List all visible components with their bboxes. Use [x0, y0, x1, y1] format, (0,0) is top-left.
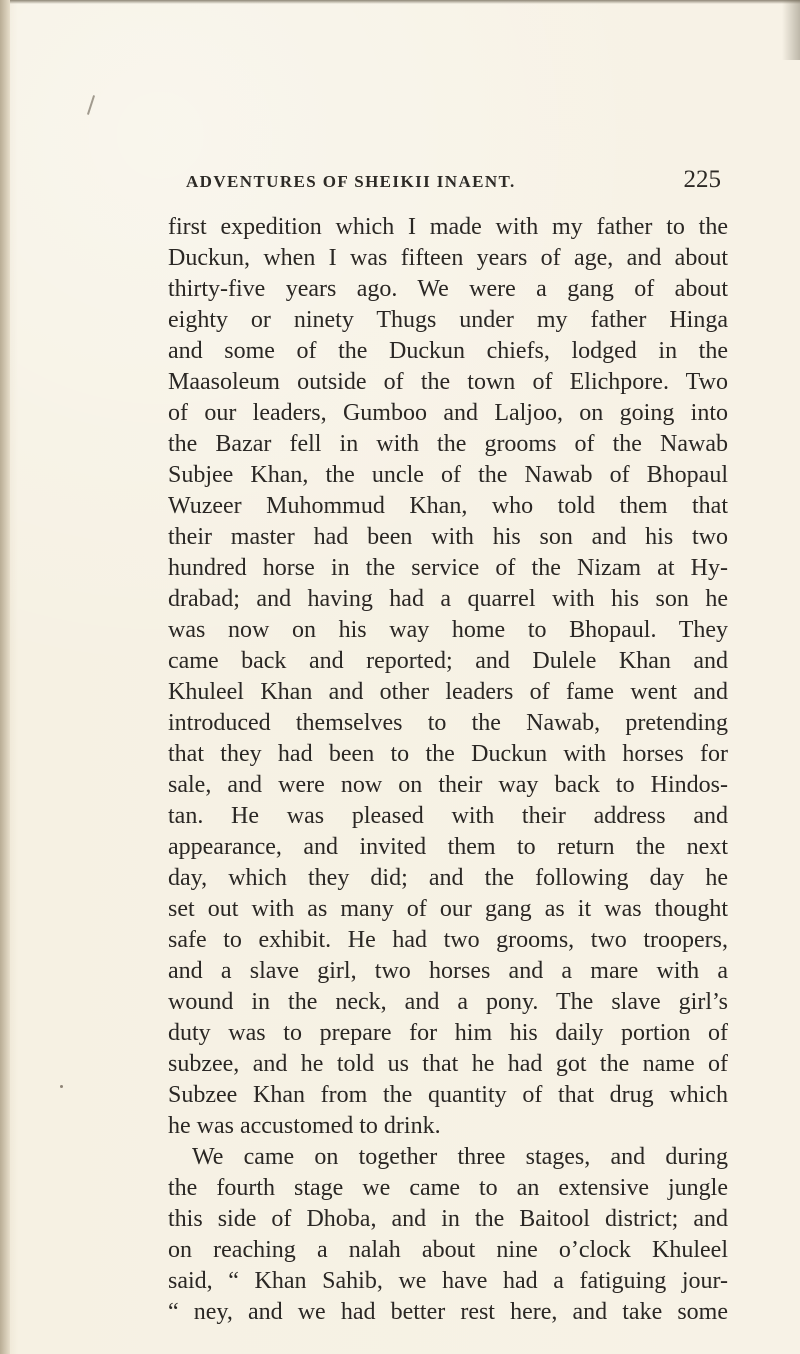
page-number: 225 [683, 166, 721, 193]
text-line: sale, and were now on their way back to Hindos- [168, 772, 728, 798]
page-header [186, 168, 721, 200]
text-line: that they had been to the Duckun with horses for [168, 741, 728, 767]
text-line: tan. He was pleased with their address and [168, 803, 728, 829]
text-line: introduced themselves to the Nawab, pretending [168, 710, 728, 736]
body-text [168, 212, 728, 1328]
running-head: ADVENTURES OF SHEIKII INAENT. [186, 172, 516, 191]
text-line: Wuzeer Muhommud Khan, who told them that [168, 493, 728, 519]
text-line: and a slave girl, two horses and a mare with a [168, 958, 728, 984]
page-binding-edge [0, 0, 10, 1354]
text-line: set out with as many of our gang as it was thought [168, 896, 728, 922]
text-line: said, “ Khan Sahib, we have had a fatiguing jour- [168, 1268, 728, 1294]
text-line: eighty or ninety Thugs under my father Hinga [168, 307, 728, 333]
text-line: he was accustomed to drink. [168, 1113, 441, 1139]
text-line: wound in the neck, and a pony. The slave girl’s [168, 989, 728, 1015]
text-line: subzee, and he told us that he had got the name of [168, 1051, 728, 1077]
text-line: was now on his way home to Bhopaul. They [168, 617, 728, 643]
text-line: Maasoleum outside of the town of Elichpore. Two [168, 369, 728, 395]
text-line: their master had been with his son and his two [168, 524, 728, 550]
text-line: day, which they did; and the following day he [168, 865, 728, 891]
text-line: We came on together three stages, and during [192, 1144, 728, 1170]
text-line: Duckun, when I was fifteen years of age, and about [168, 245, 728, 271]
text-line: thirty-five years ago. We were a gang of about [168, 276, 728, 302]
text-line: Subjee Khan, the uncle of the Nawab of Bhopaul [168, 462, 728, 488]
text-line: Subzee Khan from the quantity of that drug which [168, 1082, 728, 1108]
text-line: came back and reported; and Dulele Khan and [168, 648, 728, 674]
text-line: first expedition which I made with my father to the [168, 214, 728, 240]
ink-mark [87, 95, 95, 115]
text-line: this side of Dhoba, and in the Baitool district; and [168, 1206, 728, 1232]
text-line: on reaching a nalah about nine o’clock Khuleel [168, 1237, 728, 1263]
page-corner-shadow [782, 0, 800, 60]
text-line: the Bazar fell in with the grooms of the Nawab [168, 431, 728, 457]
text-line: the fourth stage we came to an extensive jungle [168, 1175, 728, 1201]
paper-speck [60, 1085, 63, 1088]
text-line: Khuleel Khan and other leaders of fame went and [168, 679, 728, 705]
text-line: duty was to prepare for him his daily portion of [168, 1020, 728, 1046]
top-shadow-rule [10, 0, 800, 4]
text-line: safe to exhibit. He had two grooms, two troopers, [168, 927, 728, 953]
text-line: of our leaders, Gumboo and Laljoo, on going into [168, 400, 728, 426]
text-line: drabad; and having had a quarrel with his son he [168, 586, 728, 612]
text-line: hundred horse in the service of the Nizam at Hy- [168, 555, 728, 581]
text-line: “ ney, and we had better rest here, and take some [168, 1299, 728, 1325]
text-line: and some of the Duckun chiefs, lodged in the [168, 338, 728, 364]
text-line: appearance, and invited them to return the next [168, 834, 728, 860]
